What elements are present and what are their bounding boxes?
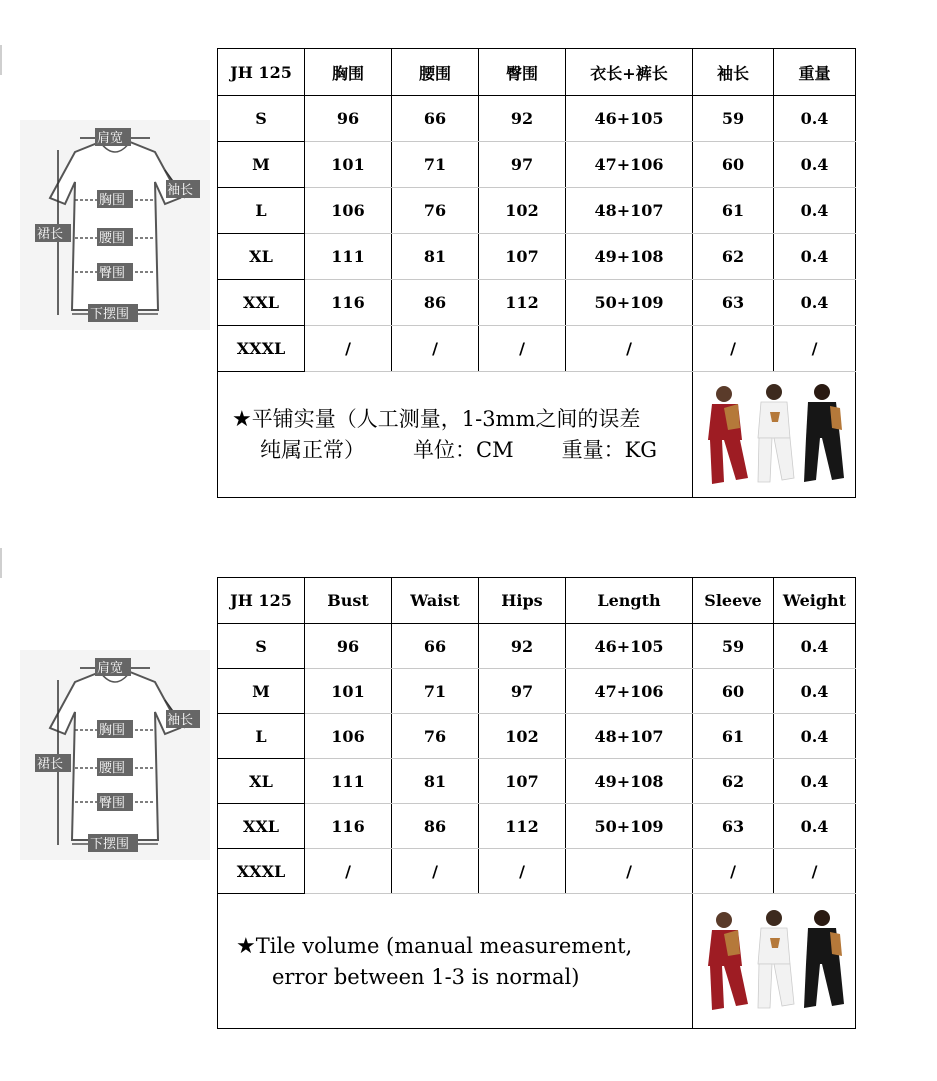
note-line-2: 纯属正常） <box>260 438 365 462</box>
header-cell: 重量 <box>774 49 856 96</box>
size-cell: L <box>218 714 305 759</box>
page-edge-mark <box>0 45 2 75</box>
value-cell: 50+109 <box>566 804 693 849</box>
label-hip: 臀围 <box>99 796 126 811</box>
label-sleeve: 袖长 <box>167 713 194 728</box>
note-row <box>218 894 856 1029</box>
header-cell: Waist <box>392 578 479 624</box>
label-chest: 胸围 <box>99 193 126 208</box>
table-row <box>218 188 856 234</box>
header-row <box>218 578 856 624</box>
value-cell: 111 <box>305 759 392 804</box>
table-row <box>218 849 856 894</box>
label-chest: 胸围 <box>99 723 126 738</box>
garment-diagram-bottom <box>20 650 210 860</box>
value-cell: 116 <box>305 804 392 849</box>
measurement-note <box>218 894 693 1029</box>
product-photo <box>693 372 856 498</box>
value-cell: 0.4 <box>774 759 856 804</box>
header-cell: Sleeve <box>693 578 774 624</box>
value-cell: 112 <box>479 280 566 326</box>
value-cell: 47+106 <box>566 142 693 188</box>
header-cell: 袖长 <box>693 49 774 96</box>
label-hip: 臀围 <box>99 266 126 281</box>
value-cell: 76 <box>392 714 479 759</box>
note-line-2: error between 1-3 is normal) <box>272 964 580 989</box>
value-cell: 61 <box>693 714 774 759</box>
value-cell: 61 <box>693 188 774 234</box>
value-cell: 0.4 <box>774 96 856 142</box>
value-cell: 101 <box>305 142 392 188</box>
value-cell: 107 <box>479 759 566 804</box>
size-cell: XXXL <box>218 326 305 372</box>
size-cell: XXL <box>218 280 305 326</box>
value-cell: 92 <box>479 96 566 142</box>
size-cell: S <box>218 96 305 142</box>
label-sleeve: 袖长 <box>167 183 194 198</box>
header-cell: 腰围 <box>392 49 479 96</box>
value-cell: 59 <box>693 96 774 142</box>
size-cell: XL <box>218 759 305 804</box>
size-table-en <box>217 577 856 1029</box>
table-row <box>218 280 856 326</box>
value-cell: 50+109 <box>566 280 693 326</box>
size-cell: XXXL <box>218 849 305 894</box>
table-row <box>218 624 856 669</box>
measurement-note <box>218 372 693 498</box>
value-cell: 62 <box>693 759 774 804</box>
star-icon: ★ <box>232 407 252 432</box>
value-cell: 47+106 <box>566 669 693 714</box>
value-cell: 96 <box>305 96 392 142</box>
value-cell: 66 <box>392 96 479 142</box>
value-cell: 0.4 <box>774 280 856 326</box>
value-cell: / <box>392 326 479 372</box>
label-shoulder: 肩宽 <box>97 131 124 146</box>
value-cell: / <box>479 326 566 372</box>
note-row <box>218 372 856 498</box>
value-cell: 60 <box>693 669 774 714</box>
dress-outline-icon <box>20 120 210 330</box>
value-cell: 0.4 <box>774 714 856 759</box>
value-cell: / <box>774 849 856 894</box>
value-cell: 107 <box>479 234 566 280</box>
value-cell: 46+105 <box>566 624 693 669</box>
value-cell: 49+108 <box>566 234 693 280</box>
value-cell: 101 <box>305 669 392 714</box>
value-cell: / <box>305 326 392 372</box>
value-cell: 71 <box>392 142 479 188</box>
models-photo-icon <box>694 904 854 1018</box>
label-skirt-length: 裙长 <box>37 757 64 772</box>
size-table-cn <box>217 48 856 498</box>
value-cell: 59 <box>693 624 774 669</box>
value-cell: 48+107 <box>566 714 693 759</box>
value-cell: 0.4 <box>774 624 856 669</box>
header-cell: 胸围 <box>305 49 392 96</box>
value-cell: 111 <box>305 234 392 280</box>
value-cell: 66 <box>392 624 479 669</box>
value-cell: 102 <box>479 714 566 759</box>
value-cell: 49+108 <box>566 759 693 804</box>
value-cell: 97 <box>479 669 566 714</box>
value-cell: / <box>693 849 774 894</box>
header-cell: JH 125 <box>218 578 305 624</box>
header-cell: 衣长+裤长 <box>566 49 693 96</box>
value-cell: 0.4 <box>774 142 856 188</box>
header-cell: Length <box>566 578 693 624</box>
table-row <box>218 326 856 372</box>
value-cell: / <box>566 849 693 894</box>
value-cell: / <box>479 849 566 894</box>
page-edge-mark <box>0 548 2 578</box>
table-row <box>218 759 856 804</box>
header-cell: Bust <box>305 578 392 624</box>
label-shoulder: 肩宽 <box>97 661 124 676</box>
value-cell: 46+105 <box>566 96 693 142</box>
label-waist: 腰围 <box>99 231 126 246</box>
size-cell: M <box>218 142 305 188</box>
label-skirt-length: 裙长 <box>37 227 64 242</box>
table-row <box>218 714 856 759</box>
label-waist: 腰围 <box>99 761 126 776</box>
value-cell: 63 <box>693 280 774 326</box>
size-cell: S <box>218 624 305 669</box>
header-cell: JH 125 <box>218 49 305 96</box>
value-cell: 48+107 <box>566 188 693 234</box>
label-hem: 下摆围 <box>90 837 130 852</box>
table-row <box>218 142 856 188</box>
value-cell: 0.4 <box>774 188 856 234</box>
value-cell: 62 <box>693 234 774 280</box>
header-cell: Hips <box>479 578 566 624</box>
star-icon: ★ <box>236 933 256 959</box>
value-cell: 60 <box>693 142 774 188</box>
table-row <box>218 669 856 714</box>
value-cell: 96 <box>305 624 392 669</box>
value-cell: 92 <box>479 624 566 669</box>
table-row <box>218 96 856 142</box>
value-cell: 112 <box>479 804 566 849</box>
value-cell: 81 <box>392 234 479 280</box>
size-cell: M <box>218 669 305 714</box>
value-cell: / <box>305 849 392 894</box>
garment-diagram-top <box>20 120 210 330</box>
table-row <box>218 234 856 280</box>
value-cell: 106 <box>305 714 392 759</box>
value-cell: 106 <box>305 188 392 234</box>
note-line-1: Tile volume (manual measurement, <box>255 933 633 958</box>
size-cell: XL <box>218 234 305 280</box>
header-cell: Weight <box>774 578 856 624</box>
label-hem: 下摆围 <box>90 307 130 322</box>
value-cell: / <box>774 326 856 372</box>
header-row <box>218 49 856 96</box>
value-cell: 0.4 <box>774 804 856 849</box>
unit-label: 单位：CM <box>413 438 514 462</box>
value-cell: 116 <box>305 280 392 326</box>
value-cell: 86 <box>392 280 479 326</box>
weight-unit-label: 重量：KG <box>561 438 658 462</box>
value-cell: 0.4 <box>774 669 856 714</box>
product-photo <box>693 894 856 1029</box>
value-cell: 97 <box>479 142 566 188</box>
value-cell: 0.4 <box>774 234 856 280</box>
size-cell: XXL <box>218 804 305 849</box>
table-row <box>218 804 856 849</box>
value-cell: 63 <box>693 804 774 849</box>
value-cell: 76 <box>392 188 479 234</box>
value-cell: / <box>693 326 774 372</box>
value-cell: / <box>566 326 693 372</box>
value-cell: 102 <box>479 188 566 234</box>
value-cell: 71 <box>392 669 479 714</box>
header-cell: 臀围 <box>479 49 566 96</box>
size-cell: L <box>218 188 305 234</box>
value-cell: 81 <box>392 759 479 804</box>
note-line-1: 平铺实量（人工测量，1-3mm之间的误差 <box>251 407 641 431</box>
value-cell: 86 <box>392 804 479 849</box>
value-cell: / <box>392 849 479 894</box>
dress-outline-icon <box>20 650 210 860</box>
models-photo-icon <box>694 378 854 492</box>
